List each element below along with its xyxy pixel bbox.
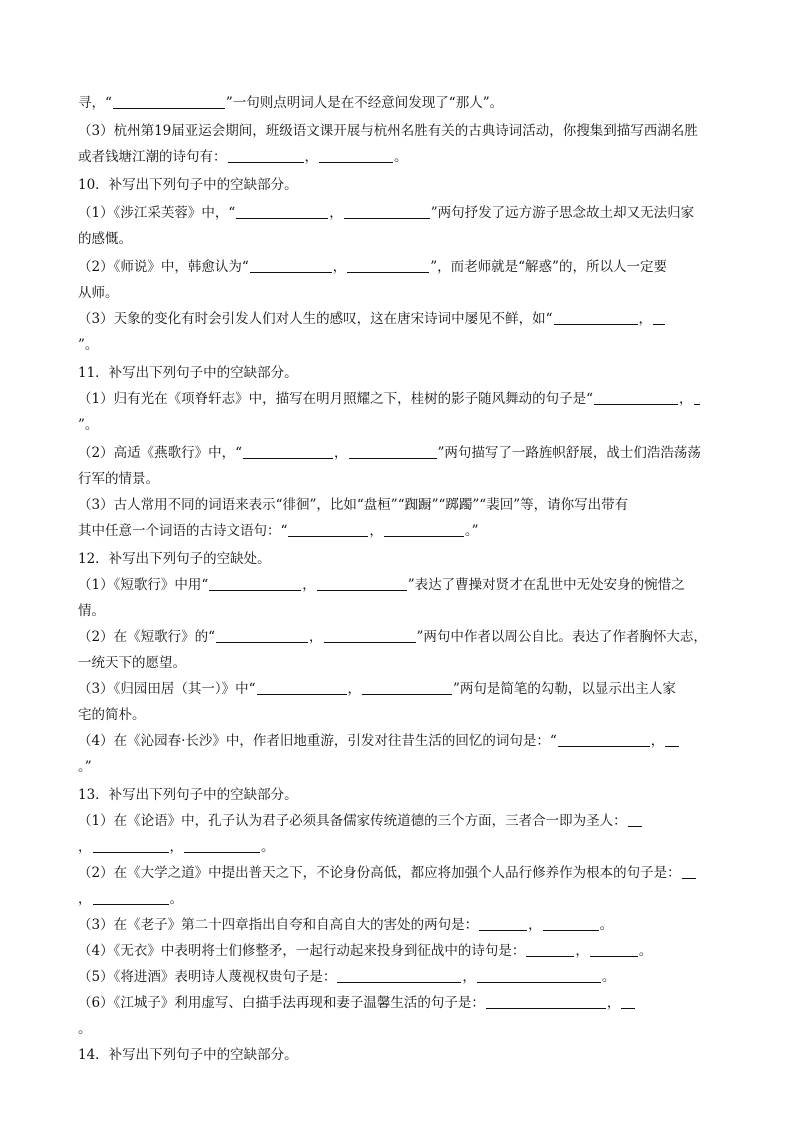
answer-blank[interactable] xyxy=(347,258,429,273)
line-text: 12．补写出下列句子的空缺处。 xyxy=(78,551,271,567)
answer-blank[interactable] xyxy=(621,994,635,1009)
text-line xyxy=(78,364,298,382)
line-text: 的感慨。 xyxy=(78,231,132,247)
line-text: （4）《无衣》中表明将士们修整矛，一起行动起来投身到征战中的诗句是： xyxy=(78,943,526,959)
answer-blank[interactable] xyxy=(288,522,368,537)
text-line xyxy=(78,812,643,830)
line-text: （6）《江城子》利用虚写、白描手法再现和妻子温馨生活的句子是： xyxy=(78,995,485,1011)
line-text: 一统天下的愿望。 xyxy=(78,655,186,671)
text-line xyxy=(78,336,98,354)
line-text: 。 xyxy=(601,969,616,985)
answer-blank[interactable] xyxy=(184,838,260,853)
line-text: ”表达了曹操对贤才在乱世中无处安身的惋惜之 xyxy=(407,577,685,593)
line-text: （1）在《论语》中，孔子认为君子必须具备儒家传统道德的三个方面，三者合一即为圣人： xyxy=(78,813,627,829)
line-text: 。 xyxy=(169,891,183,907)
line-text: ， xyxy=(169,839,183,855)
line-text: 。 xyxy=(78,1021,92,1037)
text-line xyxy=(78,628,707,646)
line-text: 从师。 xyxy=(78,285,119,301)
text-line xyxy=(78,864,697,882)
line-text: 其中任意一个词语的古诗文语句：“ xyxy=(78,523,288,539)
line-text: ”。 xyxy=(78,417,99,433)
text-line xyxy=(78,942,652,960)
line-text: ”两句描写了一路旌帜舒展，战士们浩浩荡荡 xyxy=(437,445,701,461)
answer-blank[interactable] xyxy=(479,916,527,931)
answer-blank[interactable] xyxy=(93,890,169,905)
answer-blank[interactable] xyxy=(113,94,225,109)
line-text: ， xyxy=(78,891,92,907)
line-text: ”两句中作者以周公自比。表达了作者胸怀大志， xyxy=(416,629,707,645)
line-text: ， xyxy=(638,311,652,327)
line-text: 11．补写出下列句子中的空缺部分。 xyxy=(78,365,298,381)
line-text: 。 xyxy=(394,149,408,165)
line-text: 寻，“ xyxy=(78,95,112,111)
line-text: （2）在《大学之道》中提出普天之下，不论身份高低，都应将加强个人品行修养作为根本的句子是： xyxy=(78,865,681,881)
text-line xyxy=(78,602,105,620)
text-line xyxy=(78,122,698,140)
answer-blank[interactable] xyxy=(344,204,430,219)
answer-blank[interactable] xyxy=(554,310,638,325)
line-text: 14．补写出下列句子中的空缺部分。 xyxy=(78,1047,298,1063)
answer-blank[interactable] xyxy=(349,444,437,459)
line-text: 宅的简朴。 xyxy=(78,707,146,723)
line-text: （1）《涉江采芙蓉》中，“ xyxy=(78,205,236,221)
line-text: 。 xyxy=(599,917,614,933)
answer-blank[interactable] xyxy=(477,968,601,983)
answer-blank[interactable] xyxy=(486,994,606,1009)
line-text: ”两句抒发了远方游子思念故土却又无法归家 xyxy=(430,205,695,221)
line-text: ， xyxy=(369,523,383,539)
answer-blank[interactable] xyxy=(93,838,169,853)
line-text: 10．补写出下列句子中的空缺部分。 xyxy=(78,177,298,193)
text-line xyxy=(78,522,479,540)
line-text: 。” xyxy=(78,759,92,775)
answer-blank[interactable] xyxy=(257,680,347,695)
line-text: ”。 xyxy=(78,337,99,353)
answer-blank[interactable] xyxy=(558,732,650,747)
line-text: ， xyxy=(462,969,476,985)
text-line xyxy=(78,994,636,1012)
line-text: ， xyxy=(650,733,665,749)
text-line xyxy=(78,416,98,434)
line-text: （3）古人常用不同的词语来表示“徘徊”，比如“盘桓”“踟蹰”“踯躅”“裴回”等，请你写出带有 xyxy=(78,497,629,513)
line-text: ， xyxy=(334,445,348,461)
line-text: （5）《将进酒》表明诗人蔑视权贵句子是： xyxy=(78,969,337,985)
text-line xyxy=(78,706,146,724)
answer-blank[interactable] xyxy=(250,258,332,273)
text-line xyxy=(78,390,701,408)
answer-blank[interactable] xyxy=(384,522,464,537)
text-line xyxy=(78,148,408,166)
answer-blank[interactable] xyxy=(665,732,679,747)
answer-blank[interactable] xyxy=(228,148,304,163)
text-line xyxy=(78,890,183,908)
text-line xyxy=(78,176,298,194)
text-line xyxy=(78,758,92,776)
line-text: （2）《师说》中，韩愈认为“ xyxy=(78,259,249,275)
answer-blank[interactable] xyxy=(324,628,416,643)
text-line xyxy=(78,838,275,856)
line-text: 。” xyxy=(464,523,479,539)
line-text: （3）《归园田居（其一）》中“ xyxy=(78,681,256,697)
line-text: ， xyxy=(606,995,621,1011)
line-text: （3）在《老子》第二十四章指出自夸和自高自大的害处的两句是： xyxy=(78,917,479,933)
text-line xyxy=(78,1046,298,1064)
line-text: （3）天象的变化有时会引发人们对人生的感叹，这在唐宋诗词中屡见不鲜，如“ xyxy=(78,311,553,327)
line-text: 13．补写出下列句子中的空缺部分。 xyxy=(78,787,298,803)
text-line xyxy=(78,680,676,698)
text-line xyxy=(78,94,503,112)
answer-blank[interactable] xyxy=(362,680,452,695)
line-text: 情。 xyxy=(78,603,105,619)
answer-blank[interactable] xyxy=(216,628,308,643)
text-line xyxy=(78,444,701,462)
line-text: ， xyxy=(302,577,316,593)
line-text: （2）高适《燕歌行》中，“ xyxy=(78,445,242,461)
text-line xyxy=(78,550,271,568)
line-text: ， xyxy=(309,629,323,645)
text-line xyxy=(78,1020,92,1038)
answer-blank[interactable] xyxy=(628,812,642,827)
answer-blank[interactable] xyxy=(236,204,328,219)
line-text: ， xyxy=(575,943,589,959)
answer-blank[interactable] xyxy=(543,916,599,931)
answer-blank[interactable] xyxy=(682,864,696,879)
text-line xyxy=(78,284,119,302)
line-text: （1）《短歌行》中用“ xyxy=(78,577,209,593)
line-text: （1）归有光在《项脊轩志》中，描写在明月照耀之下，桂树的影子随风舞动的句子是“ xyxy=(78,391,593,407)
text-line xyxy=(78,496,628,514)
text-line xyxy=(78,916,613,934)
line-text: ， xyxy=(347,681,361,697)
answer-blank[interactable] xyxy=(317,576,407,591)
text-line xyxy=(78,654,186,672)
answer-blank[interactable] xyxy=(590,942,638,957)
line-text: ， xyxy=(679,391,693,407)
line-text: ”，而老师就是“解惑”的，所以人一定要 xyxy=(430,259,667,275)
line-text: ， xyxy=(528,917,542,933)
text-line xyxy=(78,968,615,986)
text-line xyxy=(78,258,667,276)
answer-blank[interactable] xyxy=(653,310,665,325)
answer-blank[interactable] xyxy=(526,942,574,957)
line-text: ， xyxy=(304,149,318,165)
answer-blank[interactable] xyxy=(209,576,301,591)
line-text: ， xyxy=(332,259,347,275)
line-text: 或者钱塘江潮的诗句有： xyxy=(78,149,227,165)
line-text: （3）杭州第19届亚运会期间，班级语文课开展与杭州名胜有关的古典诗词活动，你搜集到描写西湖名胜 xyxy=(78,123,698,139)
text-line xyxy=(78,204,694,222)
line-text: ”一句则点明词人是在不经意间发现了“那人”。 xyxy=(225,95,504,111)
line-text: 。 xyxy=(638,943,653,959)
line-text: （2）在《短歌行》的“ xyxy=(78,629,215,645)
line-text: 行军的情景。 xyxy=(78,471,159,487)
answer-blank[interactable] xyxy=(243,444,333,459)
text-line xyxy=(78,732,680,750)
answer-blank[interactable] xyxy=(694,390,700,405)
line-text: 。 xyxy=(261,839,275,855)
line-text: ”两句是简笔的勾勒，以显示出主人家 xyxy=(453,681,676,697)
line-text: ， xyxy=(78,839,92,855)
line-text: ， xyxy=(329,205,343,221)
text-line xyxy=(78,786,298,804)
answer-blank[interactable] xyxy=(594,390,678,405)
text-line xyxy=(78,470,159,488)
answer-blank[interactable] xyxy=(319,148,393,163)
text-line xyxy=(78,576,685,594)
text-line xyxy=(78,230,132,248)
answer-blank[interactable] xyxy=(337,968,461,983)
text-line xyxy=(78,310,666,328)
line-text: （4）在《沁园春·长沙》中，作者旧地重游，引发对往昔生活的回忆的词句是：“ xyxy=(78,733,557,749)
